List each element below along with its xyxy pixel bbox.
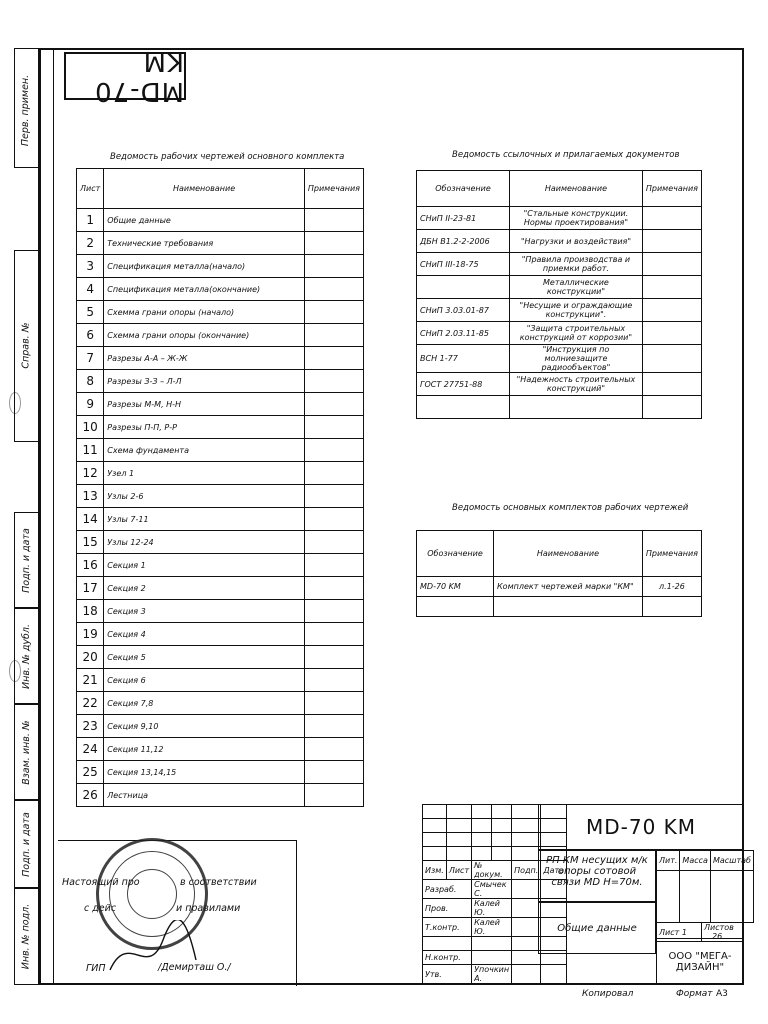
row-name: Секция 5 bbox=[104, 646, 305, 669]
revision-cell bbox=[512, 805, 541, 819]
row-name: Технические требования bbox=[104, 232, 305, 255]
row-name: Схема фундамента bbox=[104, 439, 305, 462]
row-note: л.1-26 bbox=[642, 577, 701, 597]
row-name: Секция 6 bbox=[104, 669, 305, 692]
row-code: MD-70 KM bbox=[417, 577, 494, 597]
row-name: Узел 1 bbox=[104, 462, 305, 485]
row-sheet-number: 17 bbox=[77, 577, 104, 600]
row-sheet-number: 6 bbox=[77, 324, 104, 347]
row-sheet-number: 9 bbox=[77, 393, 104, 416]
table-row bbox=[77, 738, 364, 761]
row-note bbox=[304, 669, 363, 692]
table-row bbox=[77, 462, 364, 485]
row-note bbox=[642, 373, 701, 396]
row-note bbox=[304, 646, 363, 669]
revision-cell bbox=[492, 819, 512, 833]
revision-cell bbox=[512, 847, 541, 861]
row-sheet-number: 14 bbox=[77, 508, 104, 531]
title-col-header-data: Дата bbox=[541, 861, 567, 880]
row-sheet-number: 15 bbox=[77, 531, 104, 554]
role-signature bbox=[512, 951, 541, 965]
signature-icon bbox=[108, 920, 198, 980]
row-note bbox=[304, 232, 363, 255]
row-code: СНиП II-23-81 bbox=[417, 207, 510, 230]
table-row bbox=[417, 253, 702, 276]
row-code: ГОСТ 27751-88 bbox=[417, 373, 510, 396]
table-row bbox=[77, 485, 364, 508]
revision-cell bbox=[492, 847, 512, 861]
table-row bbox=[77, 416, 364, 439]
row-note bbox=[642, 230, 701, 253]
row-note bbox=[304, 255, 363, 278]
row-note bbox=[642, 299, 701, 322]
revision-cell bbox=[472, 847, 492, 861]
row-sheet-number: 12 bbox=[77, 462, 104, 485]
table-row bbox=[417, 396, 702, 419]
row-note bbox=[304, 623, 363, 646]
row-note bbox=[642, 597, 701, 617]
revision-cell bbox=[492, 833, 512, 847]
row-note bbox=[304, 462, 363, 485]
row-sheet-number: 8 bbox=[77, 370, 104, 393]
note-line2-right: и правилами bbox=[176, 903, 241, 914]
refs-table-caption: Ведомость ссылочных и прилагаемых документов bbox=[452, 150, 680, 160]
role-name: Калей Ю. bbox=[472, 918, 512, 937]
row-note bbox=[304, 485, 363, 508]
row-name: Спецификация металла(начало) bbox=[104, 255, 305, 278]
sheets-value: 26 bbox=[712, 932, 723, 941]
col-header-note: Примечания bbox=[642, 171, 701, 207]
revision-cell bbox=[472, 805, 492, 819]
title-col-header-list: Лист bbox=[446, 861, 471, 880]
row-note bbox=[304, 531, 363, 554]
table-row bbox=[417, 299, 702, 322]
row-name: Разрезы П-П, Р-Р bbox=[104, 416, 305, 439]
role-label: Утв. bbox=[423, 965, 472, 984]
revision-cell bbox=[423, 819, 447, 833]
drawings-table-caption: Ведомость рабочих чертежей основного комплекта bbox=[110, 152, 345, 162]
row-name: Разрезы З-З – Л-Л bbox=[104, 370, 305, 393]
revision-cell bbox=[446, 805, 471, 819]
table-row bbox=[77, 301, 364, 324]
col-header-name: Наименование bbox=[104, 169, 305, 209]
col-header-code: Обозначение bbox=[417, 171, 510, 207]
revision-cell bbox=[446, 833, 471, 847]
revision-cell bbox=[423, 847, 447, 861]
row-code: СНиП 2.03.11-85 bbox=[417, 322, 510, 345]
row-name: Секция 3 bbox=[104, 600, 305, 623]
title-lit-table bbox=[656, 850, 754, 923]
row-name: "Правила производства и приемки работ. bbox=[510, 253, 643, 276]
row-note bbox=[304, 370, 363, 393]
row-sheet-number: 16 bbox=[77, 554, 104, 577]
row-name: Схемма грани опоры (окончание) bbox=[104, 324, 305, 347]
row-sheet-number: 4 bbox=[77, 278, 104, 301]
row-sheet-number: 3 bbox=[77, 255, 104, 278]
role-signature bbox=[512, 880, 541, 899]
row-note bbox=[642, 322, 701, 345]
sets-table-caption: Ведомость основных комплектов рабочих чертежей bbox=[452, 503, 689, 513]
role-label: Т.контр. bbox=[423, 918, 472, 937]
role-name: Калей Ю. bbox=[472, 899, 512, 918]
title-col-header-izm: Изм. bbox=[423, 861, 447, 880]
row-name: Комплект чертежей марки "КМ" bbox=[494, 577, 643, 597]
row-note bbox=[304, 301, 363, 324]
row-name: Секция 4 bbox=[104, 623, 305, 646]
row-sheet-number: 22 bbox=[77, 692, 104, 715]
drawings-table bbox=[76, 168, 364, 807]
row-sheet-number: 7 bbox=[77, 347, 104, 370]
row-note bbox=[304, 600, 363, 623]
row-sheet-number: 19 bbox=[77, 623, 104, 646]
row-name: Разрезы А-А – Ж-Ж bbox=[104, 347, 305, 370]
row-name: Схемма грани опоры (начало) bbox=[104, 301, 305, 324]
table-row bbox=[417, 597, 702, 617]
role-label: Разраб. bbox=[423, 880, 472, 899]
revision-cell bbox=[446, 819, 471, 833]
role-signature bbox=[512, 965, 541, 984]
note-line1-right: в соответствии bbox=[180, 877, 257, 888]
table-row bbox=[417, 230, 702, 253]
row-note bbox=[304, 692, 363, 715]
row-code bbox=[417, 396, 510, 419]
row-name: Секция 11,12 bbox=[104, 738, 305, 761]
revision-cell bbox=[423, 805, 447, 819]
table-row bbox=[77, 623, 364, 646]
row-sheet-number: 18 bbox=[77, 600, 104, 623]
row-note bbox=[304, 554, 363, 577]
lit-label: Лит. bbox=[657, 851, 680, 871]
scale-label: Масштаб bbox=[710, 851, 753, 871]
row-code bbox=[417, 276, 510, 299]
revision-cell bbox=[423, 833, 447, 847]
table-row bbox=[417, 577, 702, 597]
sidebar-label-perv-primen: Перв. примен. bbox=[20, 74, 32, 146]
row-name: Разрезы М-М, Н-Н bbox=[104, 393, 305, 416]
col-header-code: Обозначение bbox=[417, 531, 494, 577]
role-label bbox=[423, 937, 472, 951]
row-sheet-number: 2 bbox=[77, 232, 104, 255]
table-row bbox=[77, 393, 364, 416]
row-name: Секция 7,8 bbox=[104, 692, 305, 715]
role-signature bbox=[512, 918, 541, 937]
gip-name: /Демирташ О./ bbox=[158, 962, 231, 973]
role-label: Н.контр. bbox=[423, 951, 472, 965]
row-code: ДБН В1.2-2-2006 bbox=[417, 230, 510, 253]
table-row bbox=[77, 255, 364, 278]
row-name: Спецификация металла(окончание) bbox=[104, 278, 305, 301]
title-code-cell bbox=[538, 804, 744, 850]
row-sheet-number: 23 bbox=[77, 715, 104, 738]
table-row bbox=[417, 207, 702, 230]
row-sheet-number: 1 bbox=[77, 209, 104, 232]
row-note bbox=[642, 396, 701, 419]
row-note bbox=[304, 416, 363, 439]
row-name: "Надежность строительных конструкций" bbox=[510, 373, 643, 396]
row-note bbox=[304, 209, 363, 232]
sidebar-label-sprav: Справ. № bbox=[20, 321, 32, 369]
col-header-note: Примечания bbox=[642, 531, 701, 577]
row-name: Секция 13,14,15 bbox=[104, 761, 305, 784]
sidebar-label-inv-podl: Инв. № подл. bbox=[20, 903, 32, 970]
row-note bbox=[642, 345, 701, 373]
table-row bbox=[77, 577, 364, 600]
table-row bbox=[77, 761, 364, 784]
table-row bbox=[77, 278, 364, 301]
row-code: СНиП III-18-75 bbox=[417, 253, 510, 276]
gip-label: ГИП bbox=[86, 963, 106, 974]
revision-cell bbox=[472, 819, 492, 833]
role-name: Упочкин А. bbox=[472, 965, 512, 984]
footer-copied: Копировал bbox=[582, 989, 634, 999]
role-label: Пров. bbox=[423, 899, 472, 918]
row-code: ВСН 1-77 bbox=[417, 345, 510, 373]
sidebar-label-podp-data-2: Подп. и дата bbox=[20, 811, 32, 877]
refs-table bbox=[416, 170, 702, 419]
role-name bbox=[472, 937, 512, 951]
rotated-code-stamp bbox=[64, 46, 186, 106]
row-note bbox=[642, 276, 701, 299]
title-sheet-name: Общие данные bbox=[538, 902, 656, 954]
title-col-header-doc: № докум. bbox=[472, 861, 512, 880]
row-note bbox=[304, 439, 363, 462]
title-col-header-podp: Подп. bbox=[512, 861, 541, 880]
table-row bbox=[77, 324, 364, 347]
sheet-label: Лист 1 bbox=[657, 923, 702, 942]
row-sheet-number: 11 bbox=[77, 439, 104, 462]
table-row bbox=[417, 322, 702, 345]
sets-table bbox=[416, 530, 702, 617]
role-name: Смычек С. bbox=[472, 880, 512, 899]
table-row bbox=[77, 531, 364, 554]
row-sheet-number: 13 bbox=[77, 485, 104, 508]
row-note bbox=[304, 324, 363, 347]
row-name: Узлы 2-6 bbox=[104, 485, 305, 508]
row-name: Общие данные bbox=[104, 209, 305, 232]
role-name bbox=[472, 951, 512, 965]
sidebar-label-vzam-inv: Взам. инв. № bbox=[20, 719, 32, 785]
sidebar-label-inv-dubl: Инв. № дубл. bbox=[20, 623, 32, 689]
row-sheet-number: 10 bbox=[77, 416, 104, 439]
row-note bbox=[304, 508, 363, 531]
footer-format-value: А3 bbox=[716, 989, 728, 999]
table-row bbox=[77, 232, 364, 255]
row-note bbox=[304, 784, 363, 807]
row-sheet-number: 24 bbox=[77, 738, 104, 761]
row-name bbox=[494, 597, 643, 617]
revision-cell bbox=[472, 833, 492, 847]
row-name bbox=[510, 396, 643, 419]
row-code: СНиП 3.03.01-87 bbox=[417, 299, 510, 322]
footer-format-label: Формат bbox=[676, 989, 713, 999]
role-row bbox=[423, 965, 567, 984]
title-description: РП КМ несущих м/к опоры сотовой связи MD H=70м. bbox=[538, 850, 656, 902]
note-line1-left: Настоящий про bbox=[62, 877, 140, 888]
table-row bbox=[77, 508, 364, 531]
row-note bbox=[304, 761, 363, 784]
role-signature bbox=[512, 899, 541, 918]
row-name: Металлические конструкции" bbox=[510, 276, 643, 299]
row-note bbox=[304, 393, 363, 416]
row-name: Секция 9,10 bbox=[104, 715, 305, 738]
revision-cell bbox=[512, 833, 541, 847]
row-note bbox=[642, 253, 701, 276]
row-name: "Несущие и ограждающие конструкции". bbox=[510, 299, 643, 322]
sheets-label-text: Листов bbox=[704, 923, 734, 932]
title-code: MD-70 KM bbox=[585, 815, 697, 839]
row-name: Лестница bbox=[104, 784, 305, 807]
revision-cell bbox=[446, 847, 471, 861]
sidebar-label-podp-data: Подп. и дата bbox=[20, 527, 32, 593]
row-note bbox=[304, 278, 363, 301]
row-sheet-number: 25 bbox=[77, 761, 104, 784]
table-row bbox=[77, 646, 364, 669]
row-sheet-number: 21 bbox=[77, 669, 104, 692]
row-name: Узлы 7-11 bbox=[104, 508, 305, 531]
row-note bbox=[642, 207, 701, 230]
row-name: Секция 1 bbox=[104, 554, 305, 577]
row-name: "Инструкция по молниезащите радиообъектов" bbox=[510, 345, 643, 373]
row-name: Секция 2 bbox=[104, 577, 305, 600]
table-row bbox=[77, 439, 364, 462]
table-row bbox=[417, 373, 702, 396]
table-row bbox=[77, 600, 364, 623]
table-row bbox=[417, 345, 702, 373]
table-row bbox=[77, 370, 364, 393]
row-sheet-number: 5 bbox=[77, 301, 104, 324]
role-signature bbox=[512, 937, 541, 951]
table-row bbox=[77, 554, 364, 577]
table-row bbox=[77, 209, 364, 232]
rotated-code-text: MD-70 KM bbox=[94, 46, 184, 106]
row-name: Узлы 12-24 bbox=[104, 531, 305, 554]
sidebar-inner-column bbox=[40, 48, 54, 985]
table-row bbox=[77, 347, 364, 370]
col-header-note: Примечания bbox=[304, 169, 363, 209]
col-header-name: Наименование bbox=[510, 171, 643, 207]
table-row bbox=[77, 692, 364, 715]
row-name: "Защита строительных конструкций от коррозии" bbox=[510, 322, 643, 345]
row-sheet-number: 20 bbox=[77, 646, 104, 669]
table-row bbox=[77, 715, 364, 738]
role-date bbox=[541, 965, 567, 984]
row-name: "Нагрузки и воздействия" bbox=[510, 230, 643, 253]
note-line2-left: с дейс bbox=[84, 903, 117, 914]
col-header-name: Наименование bbox=[494, 531, 643, 577]
revision-cell bbox=[512, 819, 541, 833]
row-note bbox=[304, 715, 363, 738]
row-note bbox=[304, 347, 363, 370]
col-header-sheet: Лист bbox=[77, 169, 104, 209]
table-row bbox=[77, 669, 364, 692]
table-row bbox=[417, 276, 702, 299]
table-row bbox=[77, 784, 364, 807]
row-name: "Стальные конструкции. Нормы проектирования" bbox=[510, 207, 643, 230]
row-sheet-number: 26 bbox=[77, 784, 104, 807]
mass-label: Масса bbox=[680, 851, 711, 871]
row-code bbox=[417, 597, 494, 617]
revision-cell bbox=[492, 805, 512, 819]
company-name: ООО "МЕГА-ДИЗАЙН" bbox=[656, 938, 744, 985]
row-note bbox=[304, 738, 363, 761]
row-note bbox=[304, 577, 363, 600]
